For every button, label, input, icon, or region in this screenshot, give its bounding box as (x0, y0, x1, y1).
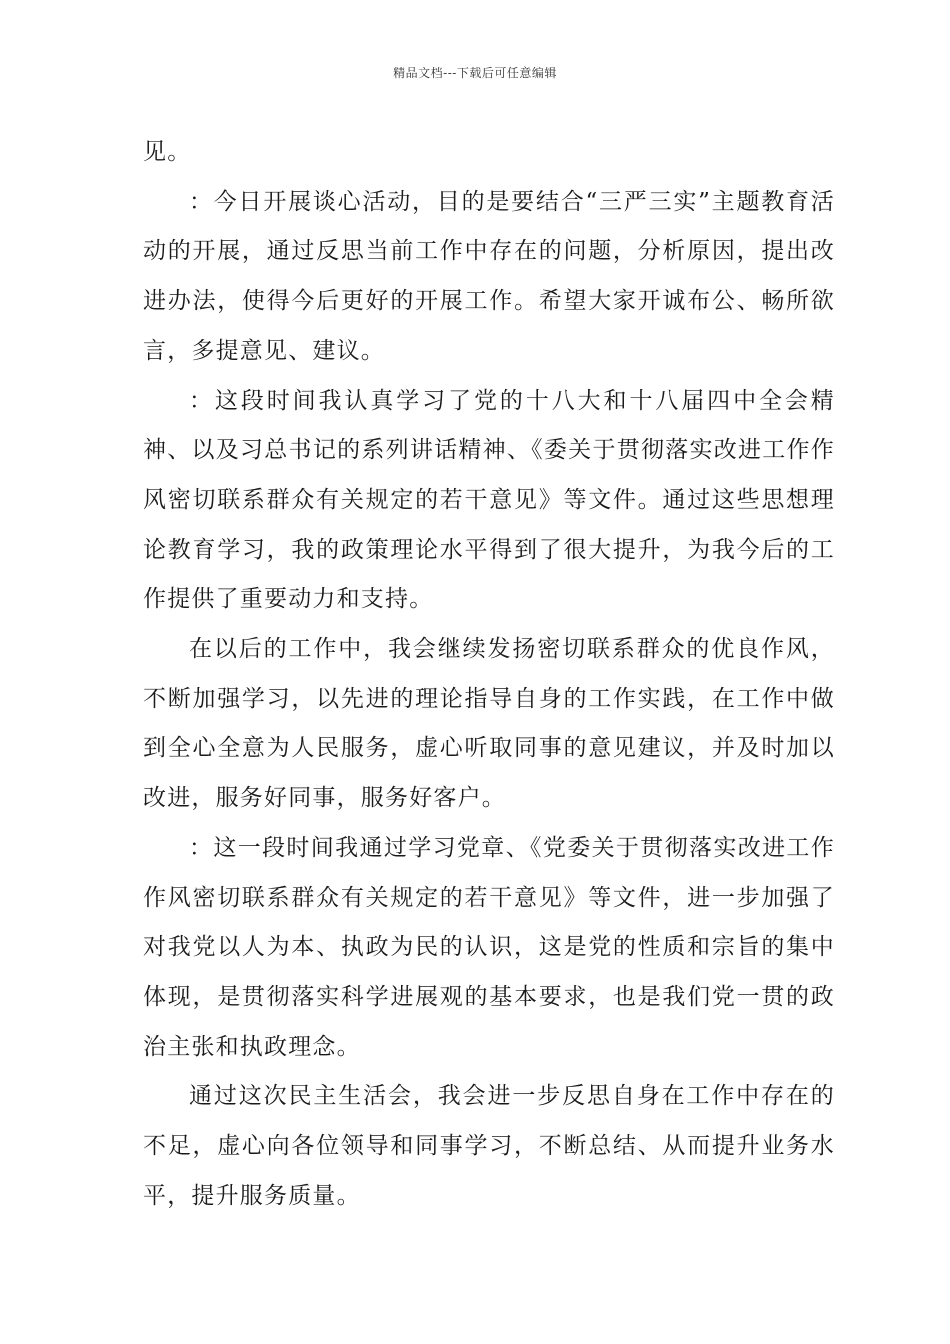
paragraph: ：这一段时间我通过学习党章、《党委关于贯彻落实改进工作作风密切联系群众有关规定的若干意见》等文件，进一步加强了对我党以人为本、执政为民的认识，这是党的性质和宗旨的集中体现，是贯彻落实科学进展观的基本要求，也是我们党一贯的政治主张和执政理念。 (143, 834, 835, 1060)
page-header: 精品文档---下载后可任意编辑 (393, 66, 557, 80)
paragraph: ：今日开展谈心活动，目的是要结合“三严三实”主题教育活动的开展，通过反思当前工作中存在的问题，分析原因，提出改进办法，使得今后更好的开展工作。希望大家开诚布公、畅所欲言，多提意见、建议。 (143, 188, 835, 364)
paragraph: 通过这次民主生活会，我会进一步反思自身在工作中存在的不足，虚心向各位领导和同事学习，不断总结、从而提升业务水平，提升服务质量。 (143, 1083, 835, 1209)
paragraph-continuation: 见。 (143, 139, 192, 165)
paragraph: ：这段时间我认真学习了党的十八大和十八届四中全会精神、以及习总书记的系列讲话精神、《委关于贯彻落实改进工作作风密切联系群众有关规定的若干意见》等文件。通过这些思想理论教育学习，我的政策理论水平得到了很大提升，为我今后的工作提供了重要动力和支持。 (143, 387, 835, 613)
document-body (143, 128, 835, 1221)
paragraph: 在以后的工作中，我会继续发扬密切联系群众的优良作风，不断加强学习，以先进的理论指导自身的工作实践，在工作中做到全心全意为人民服务，虚心听取同事的意见建议，并及时加以改进，服务好同事，服务好客户。 (143, 636, 835, 812)
